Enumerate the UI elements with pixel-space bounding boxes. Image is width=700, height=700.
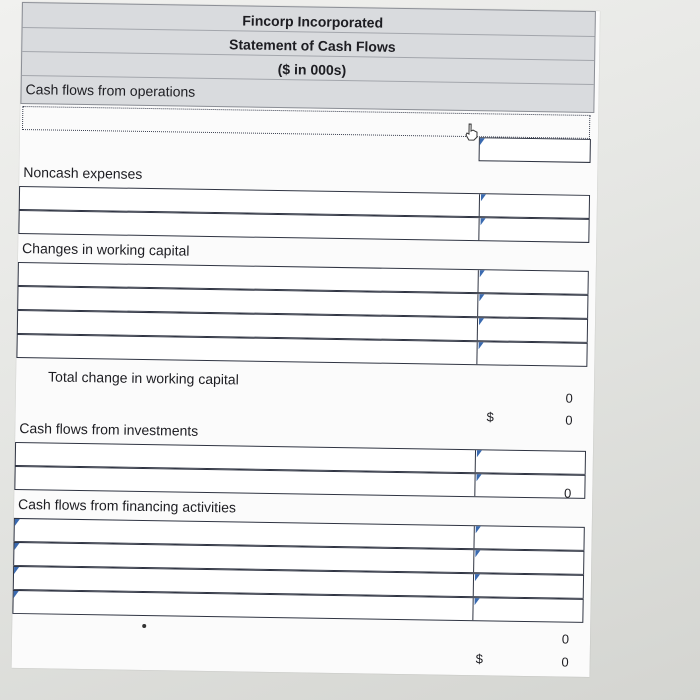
dropdown-marker-icon — [14, 543, 19, 550]
investments-label: Cash flows from investments — [19, 420, 199, 439]
total-wc-value: 0 — [565, 390, 573, 406]
dropdown-marker-icon — [14, 591, 19, 598]
dropdown-marker-icon — [15, 519, 20, 526]
financing-total-value: 0 — [561, 654, 569, 670]
operations-total-value: 0 — [565, 412, 573, 428]
company-name: Fincorp Incorporated — [242, 12, 384, 31]
dropdown-marker-icon — [479, 294, 484, 301]
dropdown-marker-icon — [480, 270, 485, 277]
financing-label: Cash flows from financing activities — [17, 496, 237, 516]
statement-units: ($ in 000s) — [277, 61, 347, 79]
dropdown-marker-icon — [475, 598, 480, 605]
dropdown-marker-icon — [481, 194, 486, 201]
statement-header — [20, 2, 596, 113]
operations-amount-1[interactable] — [479, 137, 591, 163]
financing-dollar-sign: $ — [475, 651, 484, 667]
stray-dot — [142, 624, 146, 628]
financing-subtotal-value: 0 — [561, 631, 570, 647]
dropdown-marker-icon — [481, 218, 486, 225]
statement-title: Statement of Cash Flows — [229, 36, 396, 55]
dropdown-marker-icon — [477, 474, 482, 481]
total-wc-label: Total change in working capital — [47, 368, 239, 388]
investments-total-value: 0 — [564, 485, 572, 501]
dropdown-marker-icon — [479, 342, 484, 349]
cash-flow-worksheet — [12, 2, 600, 677]
dropdown-marker-icon — [475, 574, 480, 581]
hand-pointer-icon — [464, 123, 480, 141]
dropdown-marker-icon — [476, 526, 481, 533]
noncash-label: Noncash expenses — [23, 164, 143, 182]
dropdown-marker-icon — [14, 567, 19, 574]
working-capital-label: Changes in working capital — [22, 240, 190, 259]
dropdown-marker-icon — [477, 450, 482, 457]
dropdown-marker-icon — [479, 318, 484, 325]
operations-label: Cash flows from operations — [25, 81, 196, 100]
operations-dollar-sign: $ — [486, 409, 494, 425]
dropdown-marker-icon — [475, 550, 480, 557]
dropdown-marker-icon — [480, 138, 485, 145]
